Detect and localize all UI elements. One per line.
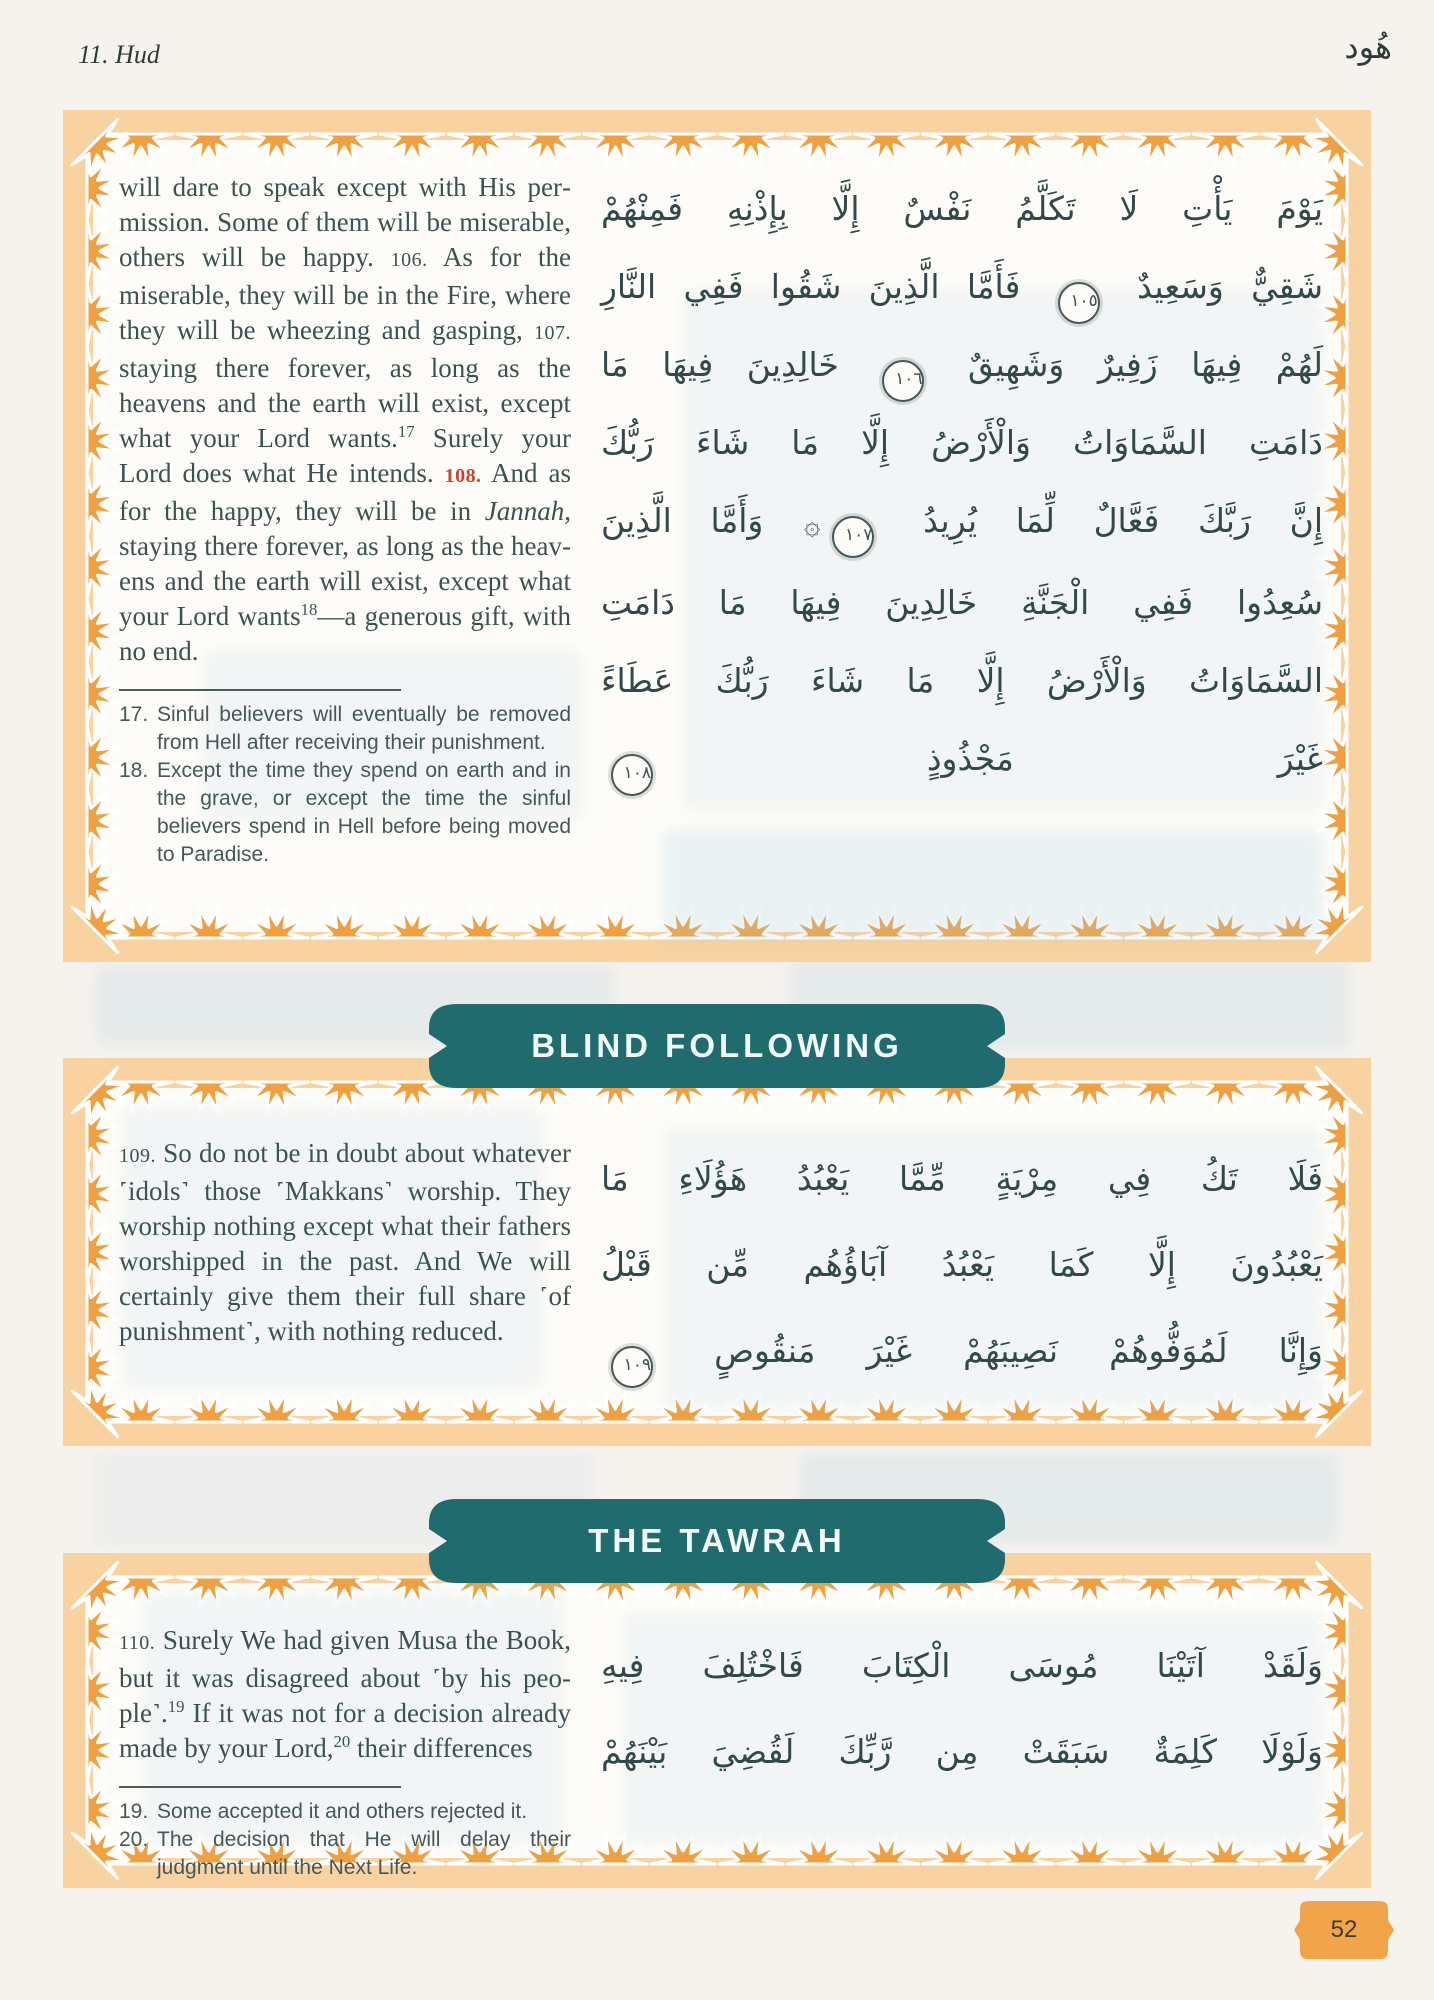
verse-number: 107. — [534, 322, 571, 344]
verse-box-105-108 — [63, 110, 1371, 962]
footnote-reference: 17 — [397, 422, 415, 441]
footnote-divider — [119, 1786, 401, 1788]
verse-number: 106. — [390, 249, 428, 271]
ayah-end-marker: ١٠٧ — [832, 516, 874, 558]
footnote-item — [119, 757, 571, 869]
footnotes-block — [119, 689, 571, 869]
verse-box-109 — [63, 1027, 1371, 1446]
arabic-text-column — [601, 1136, 1323, 1394]
ayah-end-marker: ١٠٨ — [611, 754, 653, 796]
footnote-item — [119, 1798, 571, 1826]
english-translation-column — [119, 1623, 571, 1882]
footnote-item — [119, 701, 571, 757]
section-banner-the-tawrah — [427, 1497, 1007, 1585]
footnote-reference: 19 — [167, 1697, 185, 1716]
arabic-text-column — [601, 1623, 1323, 1882]
footnote-text: Some accepted it and others rejected it. — [157, 1800, 528, 1823]
english-translation-column — [119, 170, 571, 869]
verse-number-red: 108. — [444, 465, 482, 487]
transliterated-term: Jannah, — [484, 496, 571, 526]
verse-number: 109. — [119, 1145, 156, 1167]
translation-paragraph: 109. So do not be in doubt about whatever ˹idols˺ those ˹Makkans˺ worship. They worship nothing except what their fathers worshipped in the past. And We will certainly give them their full share ˹of punishment˺, with nothing reduced. — [119, 1138, 571, 1346]
footnote-item — [119, 1826, 571, 1882]
footnote-divider — [119, 689, 401, 691]
page-number: 52 — [1330, 1916, 1358, 1943]
translation-paragraph: will dare to speak except with His permission. Some of them will be miserable, others will be happy. 106. As for the miserable, they will be in the Fire, where they will be wheezing and gasping, 107. staying there forever, as long as the heavens and the earth will exist, except what your Lord wants.$^{17}$ Surely your Lord does what He intends. 108. And as for the happy, they will be in Jannah, staying there forever, as long as the heavens and the earth will exist, except what your Lord wants$^{18}$—a generous gift, with no end. — [119, 172, 572, 666]
chapter-name: Hud — [115, 40, 160, 69]
footnote-text: Except the time they spend on earth and in the grave, or except the time the sinful believers spend in Hell before being moved to Paradise. — [157, 759, 571, 866]
arabic-line: غَيْرَ مَجْذُوذٍ ١٠٨ — [601, 720, 1323, 798]
arabic-line: يَوْمَ يَأْتِ لَا تَكَلَّمُ نَفْسٌ إِلَّا بِإِذْنِهِ فَمِنْهُمْ — [601, 189, 1323, 228]
footnote-text: Sinful believers will eventually be removed from Hell after receiving their punishment. — [157, 703, 571, 754]
arabic-line: يَعْبُدُونَ إِلَّا كَمَا يَعْبُدُ آبَاؤُهُم مِّن قَبْلُ — [601, 1245, 1323, 1284]
section-banner-blind-following — [427, 1002, 1007, 1090]
footnote-number: 20. — [119, 1828, 149, 1851]
arabic-line: وَإِنَّا لَمُوَفُّوهُمْ نَصِيبَهُمْ غَيْرَ مَنقُوصٍ ١٠٩ — [601, 1308, 1323, 1394]
footnote-reference: 18 — [300, 600, 318, 619]
footnote-list — [119, 1798, 571, 1882]
arabic-line: السَّمَاوَاتُ وَالْأَرْضُ إِلَّا مَا شَاءَ رَبُّكَ عَطَاءً — [601, 661, 1323, 700]
verse-number: 110. — [119, 1632, 156, 1654]
footnote-reference: 20 — [333, 1732, 351, 1751]
arabic-line: وَلَوْلَا كَلِمَةٌ سَبَقَتْ مِن رَّبِّكَ لَقُضِيَ بَيْنَهُمْ — [601, 1732, 1323, 1771]
footnote-text: The decision that He will delay their judgment until the Next Life. — [157, 1828, 571, 1879]
ayah-end-marker: ١٠٦ — [882, 360, 924, 402]
verse-box-110 — [63, 1522, 1371, 1888]
arabic-line: وَلَقَدْ آتَيْنَا مُوسَى الْكِتَابَ فَاخْتُلِفَ فِيهِ — [601, 1646, 1323, 1685]
arabic-line: سُعِدُوا فَفِي الْجَنَّةِ خَالِدِينَ فِيهَا مَا دَامَتِ — [601, 583, 1323, 622]
page-number-badge — [1294, 1899, 1394, 1961]
chapter-heading — [78, 40, 160, 70]
arabic-line: شَقِيٌّ وَسَعِيدٌ ١٠٥ فَأَمَّا الَّذِينَ شَقُوا فَفِي النَّارِ — [601, 248, 1323, 326]
arabic-line: لَهُمْ فِيهَا زَفِيرٌ وَشَهِيقٌ ١٠٦ خَالِدِينَ فِيهَا مَا — [601, 326, 1323, 404]
footnote-number: 19. — [119, 1800, 149, 1823]
section-title: BLIND FOLLOWING — [531, 1027, 903, 1064]
hizb-ornament-icon: ۞ — [804, 508, 821, 541]
translation-paragraph: 110. Surely We had given Musa the Book, but it was disagreed about ˹by his people˺.$^{19}$ If it was not for a decision already made by your Lord,$^{20}$ their differences — [119, 1625, 571, 1763]
arabic-text-column — [601, 170, 1323, 869]
footnote-number: 18. — [119, 759, 149, 782]
arabic-line: دَامَتِ السَّمَاوَاتُ وَالْأَرْضُ إِلَّا مَا شَاءَ رَبُّكَ — [601, 423, 1323, 462]
chapter-number: 11. — [78, 40, 109, 69]
arabic-line: فَلَا تَكُ فِي مِرْيَةٍ مِّمَّا يَعْبُدُ هَؤُلَاءِ مَا — [601, 1159, 1323, 1198]
ayah-end-marker: ١٠٥ — [1058, 282, 1100, 324]
ayah-end-marker: ١٠٩ — [611, 1346, 653, 1388]
english-translation-column — [119, 1136, 571, 1394]
section-title: THE TAWRAH — [588, 1522, 846, 1559]
chapter-heading-arabic: هُود — [1344, 28, 1392, 66]
footnote-list — [119, 701, 571, 869]
arabic-line: إِنَّ رَبَّكَ فَعَّالٌ لِّمَا يُرِيدُ ١٠٧۞ وَأَمَّا الَّذِينَ — [601, 482, 1323, 564]
footnote-number: 17. — [119, 703, 149, 726]
footnotes-block — [119, 1786, 571, 1882]
